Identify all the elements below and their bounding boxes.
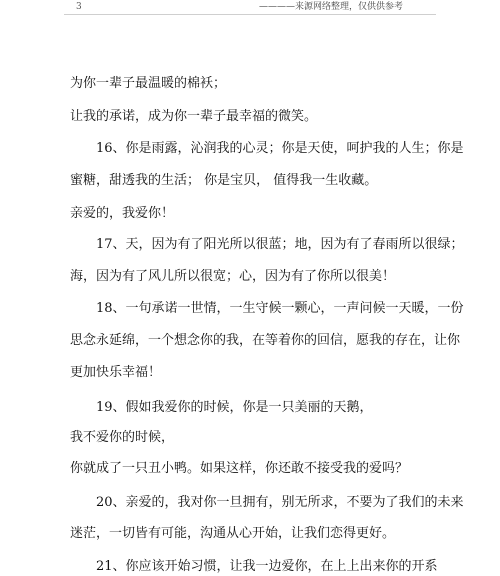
text-line: 我不爱你的时候， [70,430,175,445]
text-line: 迷茫，一切皆有可能，沟通从心开始，让我们恋得更好。 [70,526,396,541]
text-line: 思念永延绵，一个想念你的我，在等着你的回信，愿我的存在，让你 [70,333,461,348]
text-line: 让我的承诺，成为你一辈子最幸福的微笑。 [70,109,318,124]
page-number: 3 [76,2,82,12]
page-header [0,0,500,17]
text-line: 为你一辈子最温暖的棉袄； [70,76,227,91]
text-line: 17、天，因为有了阳光所以很蓝；地，因为有了春雨所以很绿； [96,237,464,252]
text-line: 亲爱的，我爱你！ [70,206,175,221]
text-line: 海，因为有了风儿所以很宽；心，因为有了你所以很美！ [70,269,396,284]
text-line: 你就成了一只丑小鸭。如果这样，你还敢不接受我的爱吗？ [70,461,409,476]
source-note: ————来源网络整理，仅供供参考 [258,2,403,12]
text-line: 蜜糖，甜透我的生活； 你是宝贝， 值得我一生收藏。 [70,173,378,188]
text-line: 20、亲爱的，我对你一旦拥有，别无所求，不要为了我们的未来 [96,495,464,510]
text-line: 21、你应该开始习惯，让我一边爱你，在上上出来你的开系 [96,559,438,574]
text-line: 更加快乐幸福！ [70,365,162,380]
header-divider [64,14,436,15]
text-line: 16、你是雨露，沁润我的心灵；你是天使，呵护我的人生；你是 [96,141,464,156]
text-line: 18、一句承诺一世情，一生守候一颗心，一声问候一天暖，一份 [96,301,464,316]
text-line: 19、假如我爱你的时候，你是一只美丽的天鹅， [96,400,373,415]
